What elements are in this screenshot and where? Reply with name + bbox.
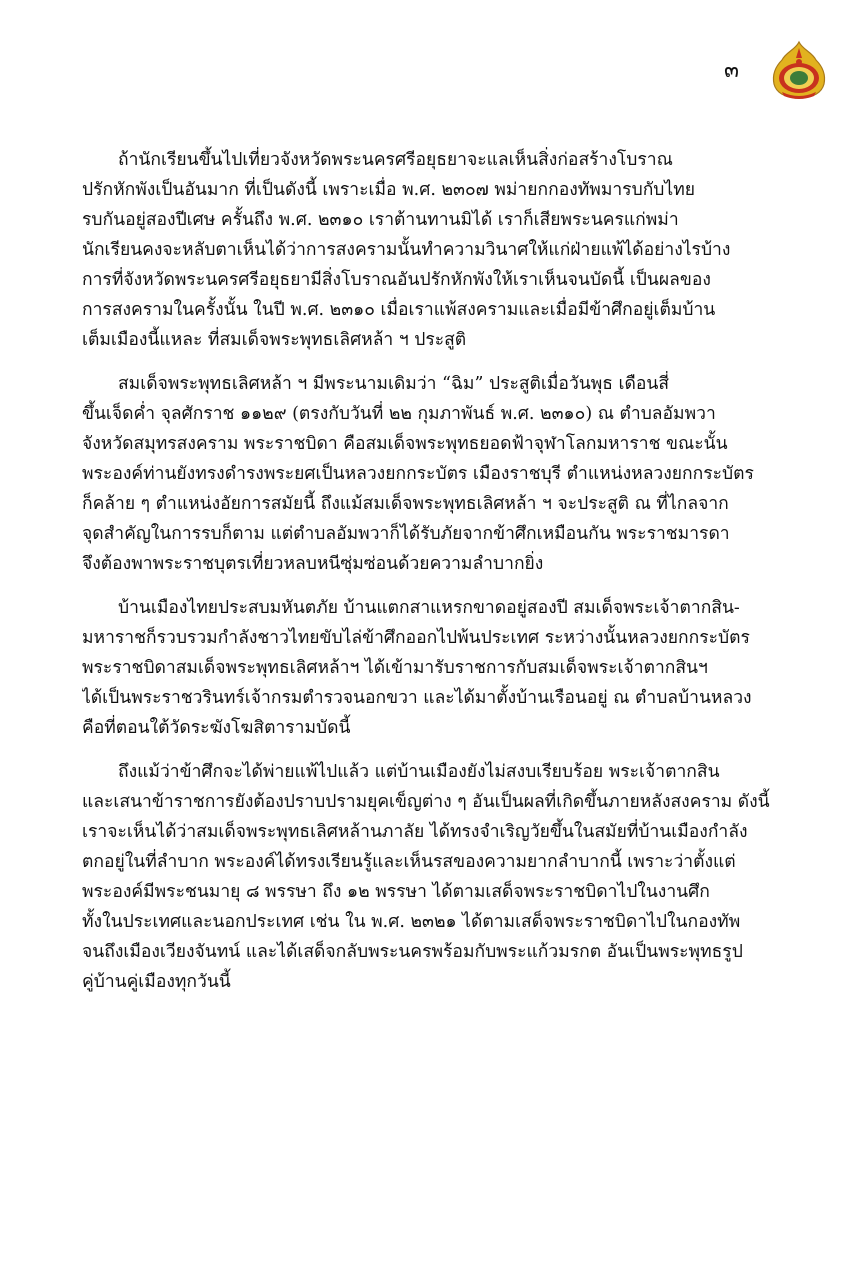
text-line: จุดสำคัญในการรบก็ตาม แต่ตำบลอัมพวาก็ได้รับภัยจากข้าศึกเหมือนกัน พระราชมารดา <box>82 524 730 544</box>
text-line: คือที่ตอนใต้วัดระฆังโฆสิตารามบัดนี้ <box>82 718 351 738</box>
text-line: ปรักหักพังเป็นอันมาก ที่เป็นดังนี้ เพราะเมื่อ พ.ศ. ๒๓๐๗ พม่ายกกองทัพมารบกับไทย <box>82 180 695 200</box>
text-line: จังหวัดสมุทรสงคราม พระราชบิดา คือสมเด็จพระพุทธยอดฟ้าจุฬาโลกมหาราช ขณะนั้น <box>82 434 728 454</box>
text-line: การสงครามในครั้งนั้น ในปี พ.ศ. ๒๓๑๐ เมื่อเราแพ้สงครามและเมื่อมีข้าศึกอยู่เต็มบ้าน <box>82 300 716 320</box>
text-line: คู่บ้านคู่เมืองทุกวันนี้ <box>82 972 231 992</box>
royal-emblem-icon <box>770 40 828 100</box>
text-line: จนถึงเมืองเวียงจันทน์ และได้เสด็จกลับพระนครพร้อมกับพระแก้วมรกต อันเป็นพระพุทธรูป <box>82 942 743 962</box>
paragraph-1 <box>82 145 782 355</box>
paragraph-3 <box>82 593 782 743</box>
text-line: และเสนาข้าราชการยังต้องปราบปรามยุคเข็ญต่าง ๆ อันเป็นผลที่เกิดขึ้นภายหลังสงคราม ดังนี้ <box>82 792 770 812</box>
text-line: เต็มเมืองนี้แหละ ที่สมเด็จพระพุทธเลิศหล้า ฯ ประสูติ <box>82 330 467 350</box>
text-line: ถ้านักเรียนขึ้นไปเที่ยวจังหวัดพระนครศรีอยุธยาจะแลเห็นสิ่งก่อสร้างโบราณ <box>118 150 673 170</box>
paragraph-2 <box>82 369 782 579</box>
text-line: ตกอยู่ในที่ลำบาก พระองค์ได้ทรงเรียนรู้และเห็นรสของความยากลำบากนี้ เพราะว่าตั้งแต่ <box>82 852 736 872</box>
text-line: จึงต้องพาพระราชบุตรเที่ยวหลบหนีซุ่มซ่อนด้วยความลำบากยิ่ง <box>82 554 544 574</box>
text-line: บ้านเมืองไทยประสบมหันตภัย บ้านแตกสาแหรกขาดอยู่สองปี สมเด็จพระเจ้าตากสิน- <box>118 598 740 618</box>
text-line: พระองค์มีพระชนมายุ ๘ พรรษา ถึง ๑๒ พรรษา ได้ตามเสด็จพระราชบิดาไปในงานศึก <box>82 882 710 902</box>
page-number: ๓ <box>724 58 740 83</box>
text-line: มหาราชก็รวบรวมกำลังชาวไทยขับไล่ข้าศึกออกไปพ้นประเทศ ระหว่างนั้นหลวงยกกระบัตร <box>82 628 750 648</box>
text-line: พระองค์ท่านยังทรงดำรงพระยศเป็นหลวงยกกระบัตร เมืองราชบุรี ตำแหน่งหลวงยกกระบัตร <box>82 464 754 484</box>
body-text <box>82 145 782 1011</box>
text-line: นักเรียนคงจะหลับตาเห็นได้ว่าการสงครามนั้นทำความวินาศให้แก่ฝ่ายแพ้ได้อย่างไรบ้าง <box>82 240 731 260</box>
text-line: ถึงแม้ว่าข้าศึกจะได้พ่ายแพ้ไปแล้ว แต่บ้านเมืองยังไม่สงบเรียบร้อย พระเจ้าตากสิน <box>118 762 720 782</box>
text-line: รบกันอยู่สองปีเศษ ครั้นถึง พ.ศ. ๒๓๑๐ เราต้านทานมิได้ เราก็เสียพระนครแก่พม่า <box>82 210 679 230</box>
text-line: พระราชบิดาสมเด็จพระพุทธเลิศหล้าฯ ได้เข้ามารับราชการกับสมเด็จพระเจ้าตากสินฯ <box>82 658 708 678</box>
text-line: ได้เป็นพระราชวรินทร์เจ้ากรมตำรวจนอกขวา และได้มาตั้งบ้านเรือนอยู่ ณ ตำบลบ้านหลวง <box>82 688 752 708</box>
paragraph-4 <box>82 757 782 997</box>
text-line: ทั้งในประเทศและนอกประเทศ เช่น ใน พ.ศ. ๒๓๒๑ ได้ตามเสด็จพระราชบิดาไปในกองทัพ <box>82 912 741 932</box>
text-line: การที่จังหวัดพระนครศรีอยุธยามีสิ่งโบราณอันปรักหักพังให้เราเห็นจนบัดนี้ เป็นผลของ <box>82 270 711 290</box>
text-line: ก็คล้าย ๆ ตำแหน่งอัยการสมัยนี้ ถึงแม้สมเด็จพระพุทธเลิศหล้า ฯ จะประสูติ ณ ที่ไกลจาก <box>82 494 729 514</box>
text-line: สมเด็จพระพุทธเลิศหล้า ฯ มีพระนามเดิมว่า “ฉิม” ประสูติเมื่อวันพุธ เดือนสี่ <box>118 374 670 394</box>
text-line: เราจะเห็นได้ว่าสมเด็จพระพุทธเลิศหล้านภาลัย ได้ทรงจำเริญวัยขึ้นในสมัยที่บ้านเมืองกำลัง <box>82 822 748 842</box>
text-line: ขึ้นเจ็ดค่ำ จุลศักราช ๑๑๒๙ (ตรงกับวันที่ ๒๒ กุมภาพันธ์ พ.ศ. ๒๓๑๐) ณ ตำบลอัมพวา <box>82 404 716 424</box>
